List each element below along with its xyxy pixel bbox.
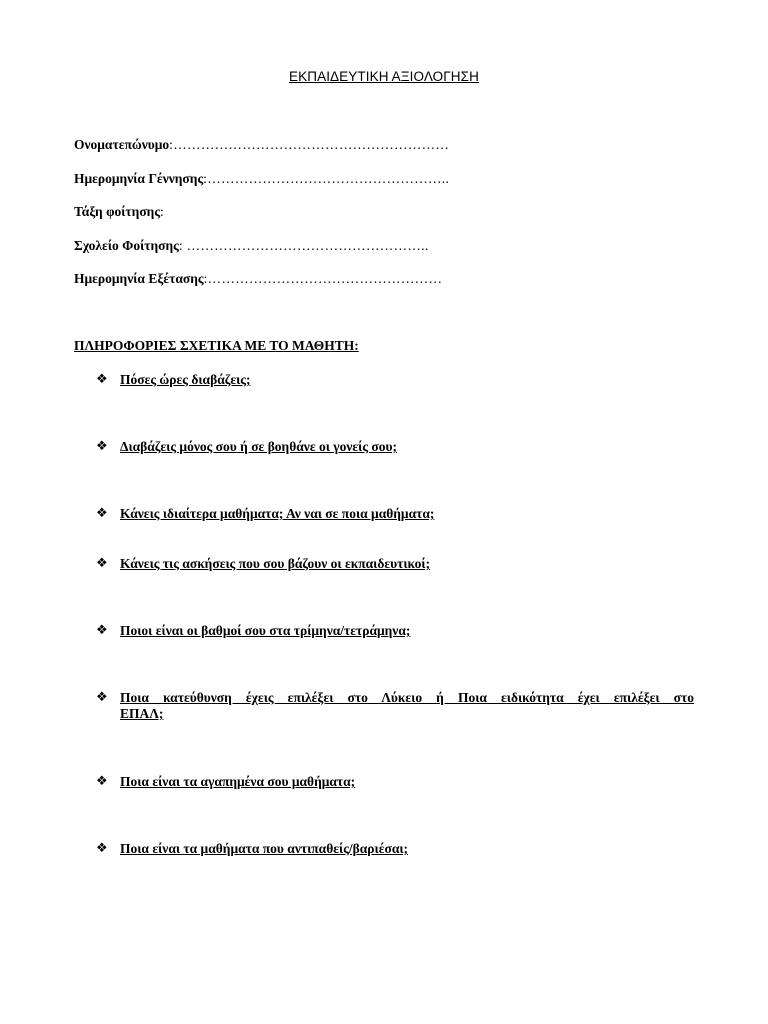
field-blank: : …………………………………………….. <box>178 238 429 253</box>
question-text-line: Ποια κατεύθυνση έχεις επιλέξει στο Λύκειο ή Ποια ειδικότητα έχει επιλέξει στο <box>120 690 694 705</box>
question-text: Ποια είναι τα μαθήματα που αντιπαθείς/βαριέσαι; <box>120 841 409 856</box>
field-label: Τάξη φοίτησης <box>74 204 161 219</box>
field-birth-date <box>74 171 449 187</box>
document-title: ΕΚΠΑΙΔΕΥΤΙΚΗ ΑΞΙΟΛΟΓΗΣΗ <box>289 69 479 84</box>
field-label: Ονοματεπώνυμο <box>74 137 170 152</box>
field-blank: :…………………………………………………… <box>169 137 450 152</box>
diamond-bullet-icon: ❖ <box>96 439 108 454</box>
field-school <box>74 238 429 254</box>
field-class <box>74 204 164 220</box>
section-heading: ΠΛΗΡΟΦΟΡΙΕΣ ΣΧΕΤΙΚΑ ΜΕ ΤΟ ΜΑΘΗΤΗ: <box>74 338 359 353</box>
question-text: Πόσες ώρες διαβάζεις; <box>120 372 251 387</box>
diamond-bullet-icon: ❖ <box>96 774 108 789</box>
list-item <box>96 841 694 857</box>
diamond-bullet-icon: ❖ <box>96 556 108 571</box>
list-item <box>96 439 694 455</box>
question-text: Ποια είναι τα αγαπημένα σου μαθήματα; <box>120 774 356 789</box>
question-text: Κάνεις ιδιαίτερα μαθήματα; Αν ναι σε ποια μαθήματα; <box>120 506 435 521</box>
diamond-bullet-icon: ❖ <box>96 623 108 638</box>
field-label: Ημερομηνία Εξέτασης <box>74 271 204 286</box>
field-blank: :…………………………………………….. <box>203 171 450 186</box>
field-exam-date <box>74 271 442 287</box>
diamond-bullet-icon: ❖ <box>96 506 108 521</box>
list-item <box>96 556 694 572</box>
list-item <box>96 623 694 639</box>
field-label: Σχολείο Φοίτησης <box>74 238 179 253</box>
question-text <box>120 690 694 722</box>
list-item <box>96 372 694 388</box>
list-item <box>96 690 694 722</box>
question-text: Κάνεις τις ασκήσεις που σου βάζουν οι εκπαιδευτικοί; <box>120 556 431 571</box>
question-text: Ποιοι είναι οι βαθμοί σου στα τρίμηνα/τετράμηνα; <box>120 623 411 638</box>
field-label: Ημερομηνία Γέννησης <box>74 171 204 186</box>
field-full-name <box>74 137 449 153</box>
question-text-line: ΕΠΑΛ; <box>120 706 164 721</box>
diamond-bullet-icon: ❖ <box>96 372 108 387</box>
field-blank: :…………………………………………… <box>203 271 443 286</box>
diamond-bullet-icon: ❖ <box>96 841 108 856</box>
list-item <box>96 506 694 522</box>
question-text: Διαβάζεις μόνος σου ή σε βοηθάνε οι γονείς σου; <box>120 439 398 454</box>
diamond-bullet-icon: ❖ <box>96 690 108 705</box>
field-blank: : <box>160 204 165 219</box>
list-item <box>96 774 694 790</box>
